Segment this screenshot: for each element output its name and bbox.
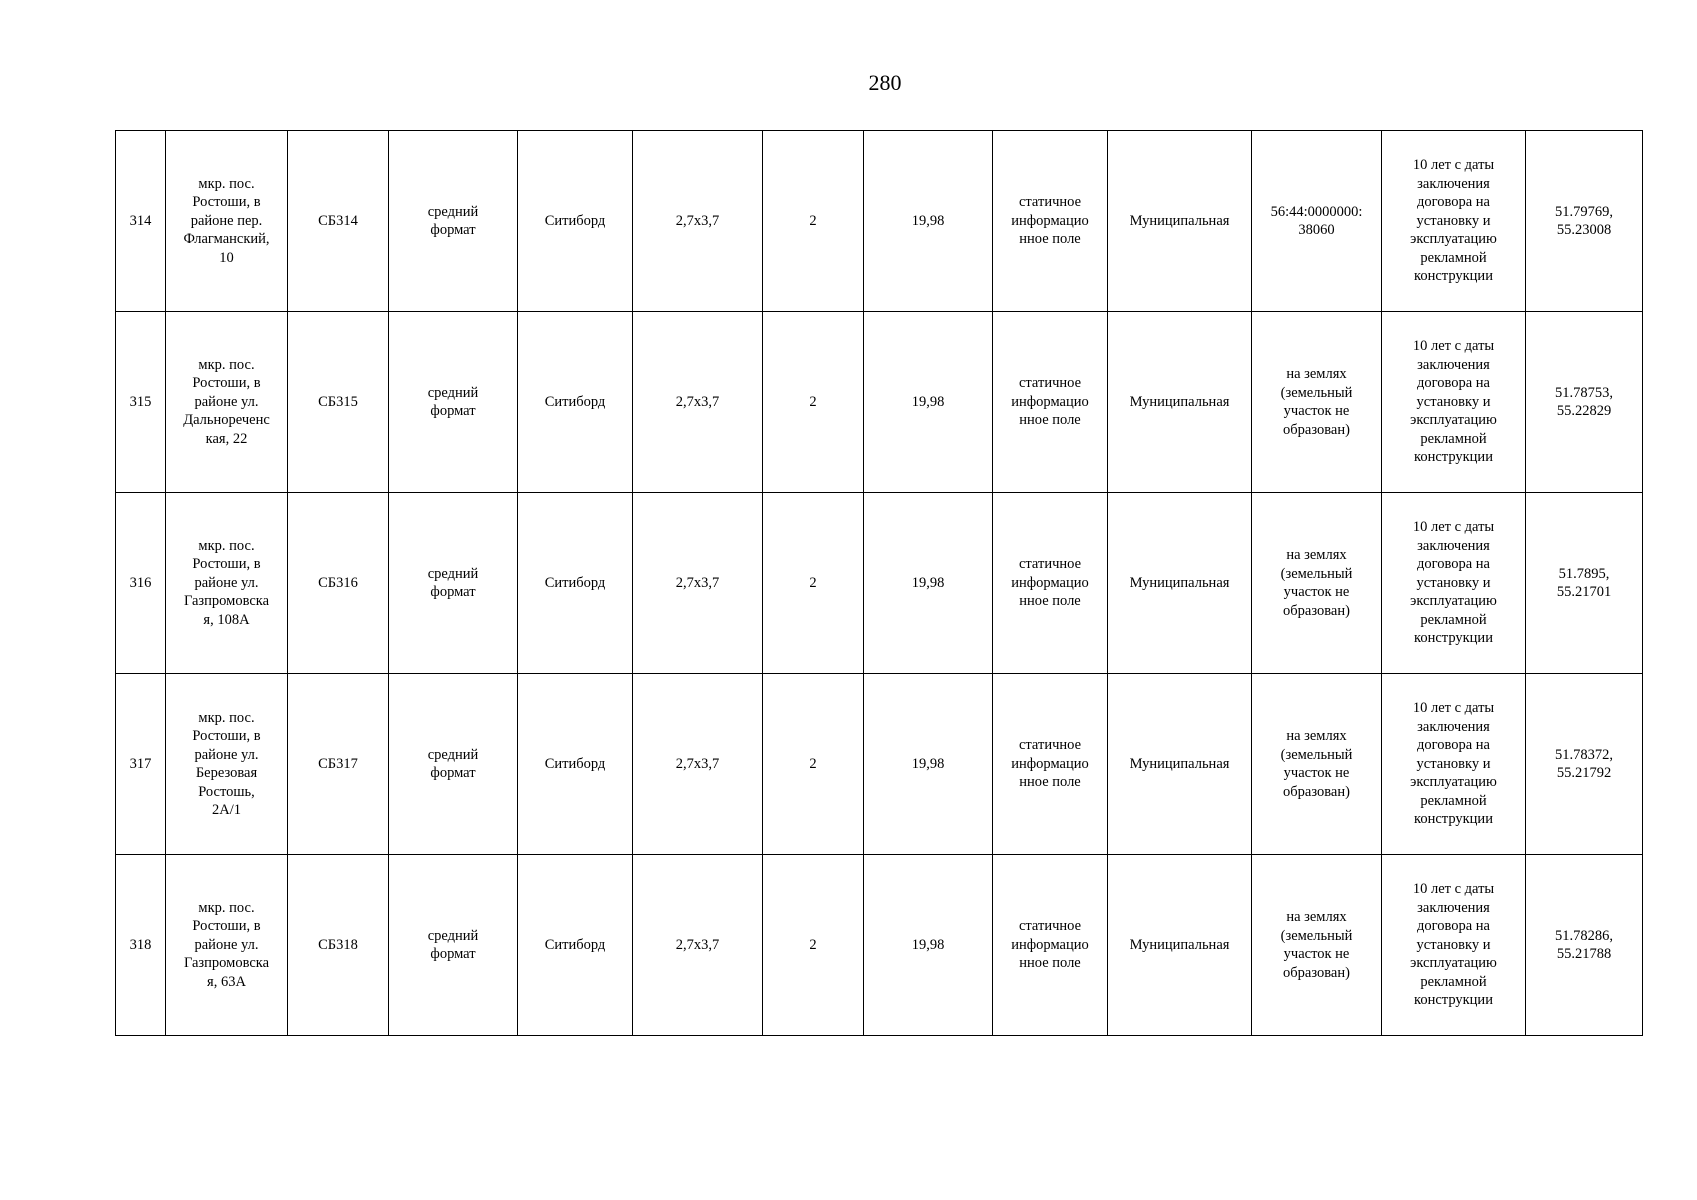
row-number-cell: 318 <box>116 855 166 1036</box>
table-row <box>116 131 1643 312</box>
coords-cell: 51.79769, 55.23008 <box>1526 131 1643 312</box>
address-cell: мкр. пос. Ростоши, в районе ул. Березовая Ростошь, 2А/1 <box>166 674 288 855</box>
type-cell: Ситиборд <box>518 674 633 855</box>
size-cell: 2,7х3,7 <box>633 131 763 312</box>
code-cell: СБ315 <box>288 312 389 493</box>
coords-cell: 51.7895, 55.21701 <box>1526 493 1643 674</box>
coords-cell: 51.78372, 55.21792 <box>1526 674 1643 855</box>
type-cell: Ситиборд <box>518 493 633 674</box>
field-cell: статичное информацио нное поле <box>993 855 1108 1036</box>
size-cell: 2,7х3,7 <box>633 493 763 674</box>
address-cell: мкр. пос. Ростоши, в районе ул. Газпромовска я, 108А <box>166 493 288 674</box>
sides-cell: 2 <box>763 674 864 855</box>
ownership-cell: Муниципальная <box>1108 312 1252 493</box>
field-cell: статичное информацио нное поле <box>993 131 1108 312</box>
ownership-cell: Муниципальная <box>1108 855 1252 1036</box>
code-cell: СБ314 <box>288 131 389 312</box>
format-cell: средний формат <box>389 855 518 1036</box>
ownership-cell: Муниципальная <box>1108 131 1252 312</box>
type-cell: Ситиборд <box>518 131 633 312</box>
sides-cell: 2 <box>763 131 864 312</box>
area-cell: 19,98 <box>864 674 993 855</box>
row-number-cell: 314 <box>116 131 166 312</box>
type-cell: Ситиборд <box>518 855 633 1036</box>
row-number-cell: 316 <box>116 493 166 674</box>
table-row <box>116 312 1643 493</box>
size-cell: 2,7х3,7 <box>633 674 763 855</box>
term-cell: 10 лет с даты заключения договора на установку и эксплуатацию рекламной конструкции <box>1382 674 1526 855</box>
code-cell: СБ316 <box>288 493 389 674</box>
ad-structures-table <box>115 130 1643 1036</box>
size-cell: 2,7х3,7 <box>633 855 763 1036</box>
row-number-cell: 317 <box>116 674 166 855</box>
area-cell: 19,98 <box>864 855 993 1036</box>
page-number: 280 <box>868 70 902 95</box>
coords-cell: 51.78753, 55.22829 <box>1526 312 1643 493</box>
term-cell: 10 лет с даты заключения договора на установку и эксплуатацию рекламной конструкции <box>1382 131 1526 312</box>
table-body <box>116 131 1643 1036</box>
table-row <box>116 493 1643 674</box>
sides-cell: 2 <box>763 493 864 674</box>
format-cell: средний формат <box>389 493 518 674</box>
sides-cell: 2 <box>763 312 864 493</box>
sides-cell: 2 <box>763 855 864 1036</box>
address-cell: мкр. пос. Ростоши, в районе пер. Флагманский, 10 <box>166 131 288 312</box>
address-cell: мкр. пос. Ростоши, в районе ул. Дальнореченс кая, 22 <box>166 312 288 493</box>
cadastral-cell: на землях (земельный участок не образован) <box>1252 312 1382 493</box>
format-cell: средний формат <box>389 312 518 493</box>
size-cell: 2,7х3,7 <box>633 312 763 493</box>
area-cell: 19,98 <box>864 493 993 674</box>
code-cell: СБ317 <box>288 674 389 855</box>
cadastral-cell: 56:44:0000000: 38060 <box>1252 131 1382 312</box>
term-cell: 10 лет с даты заключения договора на установку и эксплуатацию рекламной конструкции <box>1382 855 1526 1036</box>
field-cell: статичное информацио нное поле <box>993 312 1108 493</box>
area-cell: 19,98 <box>864 131 993 312</box>
ownership-cell: Муниципальная <box>1108 674 1252 855</box>
type-cell: Ситиборд <box>518 312 633 493</box>
format-cell: средний формат <box>389 131 518 312</box>
format-cell: средний формат <box>389 674 518 855</box>
cadastral-cell: на землях (земельный участок не образован) <box>1252 674 1382 855</box>
field-cell: статичное информацио нное поле <box>993 674 1108 855</box>
term-cell: 10 лет с даты заключения договора на установку и эксплуатацию рекламной конструкции <box>1382 312 1526 493</box>
table-row <box>116 855 1643 1036</box>
cadastral-cell: на землях (земельный участок не образован) <box>1252 855 1382 1036</box>
cadastral-cell: на землях (земельный участок не образован) <box>1252 493 1382 674</box>
term-cell: 10 лет с даты заключения договора на установку и эксплуатацию рекламной конструкции <box>1382 493 1526 674</box>
address-cell: мкр. пос. Ростоши, в районе ул. Газпромовска я, 63А <box>166 855 288 1036</box>
row-number-cell: 315 <box>116 312 166 493</box>
code-cell: СБ318 <box>288 855 389 1036</box>
ownership-cell: Муниципальная <box>1108 493 1252 674</box>
field-cell: статичное информацио нное поле <box>993 493 1108 674</box>
area-cell: 19,98 <box>864 312 993 493</box>
table-row <box>116 674 1643 855</box>
coords-cell: 51.78286, 55.21788 <box>1526 855 1643 1036</box>
